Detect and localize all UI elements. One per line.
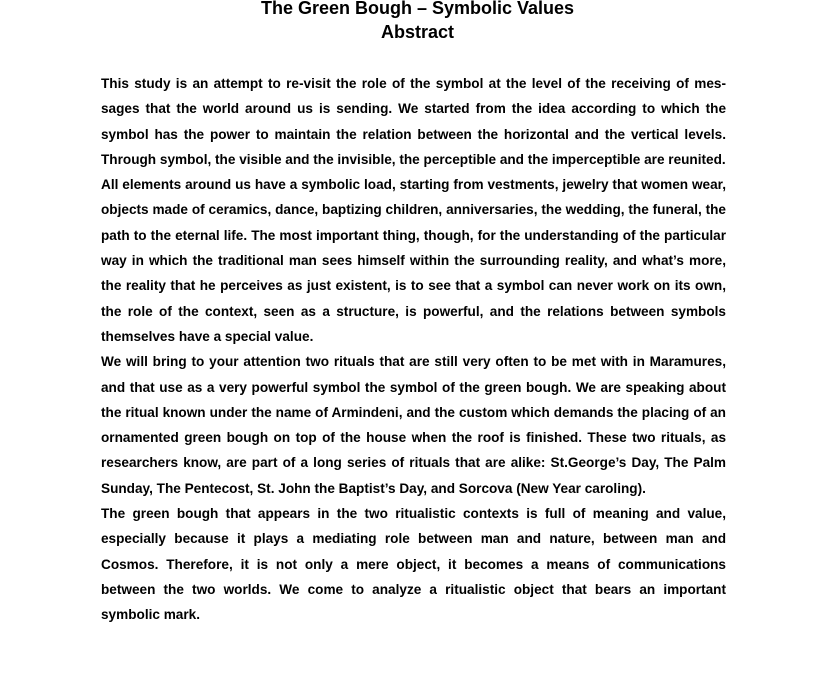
paper-title: The Green Bough – Symbolic Values — [260, 0, 575, 18]
abstract-paragraph-2: All elements around us have a symbolic load, starting from vestments, jewelry that women wear, objects made of ceramics, dance, baptizing children, anniversaries, the wedding, the funeral, the path to the eternal life. The most important thing, though, for the understanding of the particular way in which the traditional man sees himself within the surrounding reality, and what’s more, the reality that he perceives as just existent, is to see that a symbol can never work on its own, the role of the context, seen as a structure, is powerful, and the relations between symbols themselves have a special value. — [101, 177, 726, 344]
abstract-paragraph-4: The green bough that appears in the two ritualistic contexts is full of meaning and value, especially because it plays a mediating role between man and nature, between man and Cosmos. Therefore, it is not only a mere object, it becomes a means of communications between the two worlds. We come to analyze a ritualistic object that bears an important symbolic mark. — [101, 506, 726, 623]
abstract-paragraph-3: We will bring to your attention two rituals that are still very often to be met with in Maramures, and that use as a very powerful symbol the symbol of the green bough. We are speaking about the ritual known under the name of Armindeni, and the custom which demands the placing of an ornamented green bough on top of the house when the roof is finished. These two rituals, as researchers know, are part of a long series of rituals that are alike: St.George’s Day, The Palm Sunday, The Pentecost, St. John the Baptist’s Day, and Sorcova (New Year caroling). — [101, 354, 726, 496]
abstract-heading: Abstract — [380, 22, 455, 42]
abstract-paragraph-1: This study is an attempt to re-visit the role of the symbol at the level of the receiving of messages that the world around us is sending. We started from the idea according to which the symbol has the power to maintain the relation between the horizontal and the vertical levels. Through symbol, the visible and the invisible, the perceptible and the imperceptible are reunited. — [101, 76, 726, 167]
abstract-body — [101, 71, 726, 628]
